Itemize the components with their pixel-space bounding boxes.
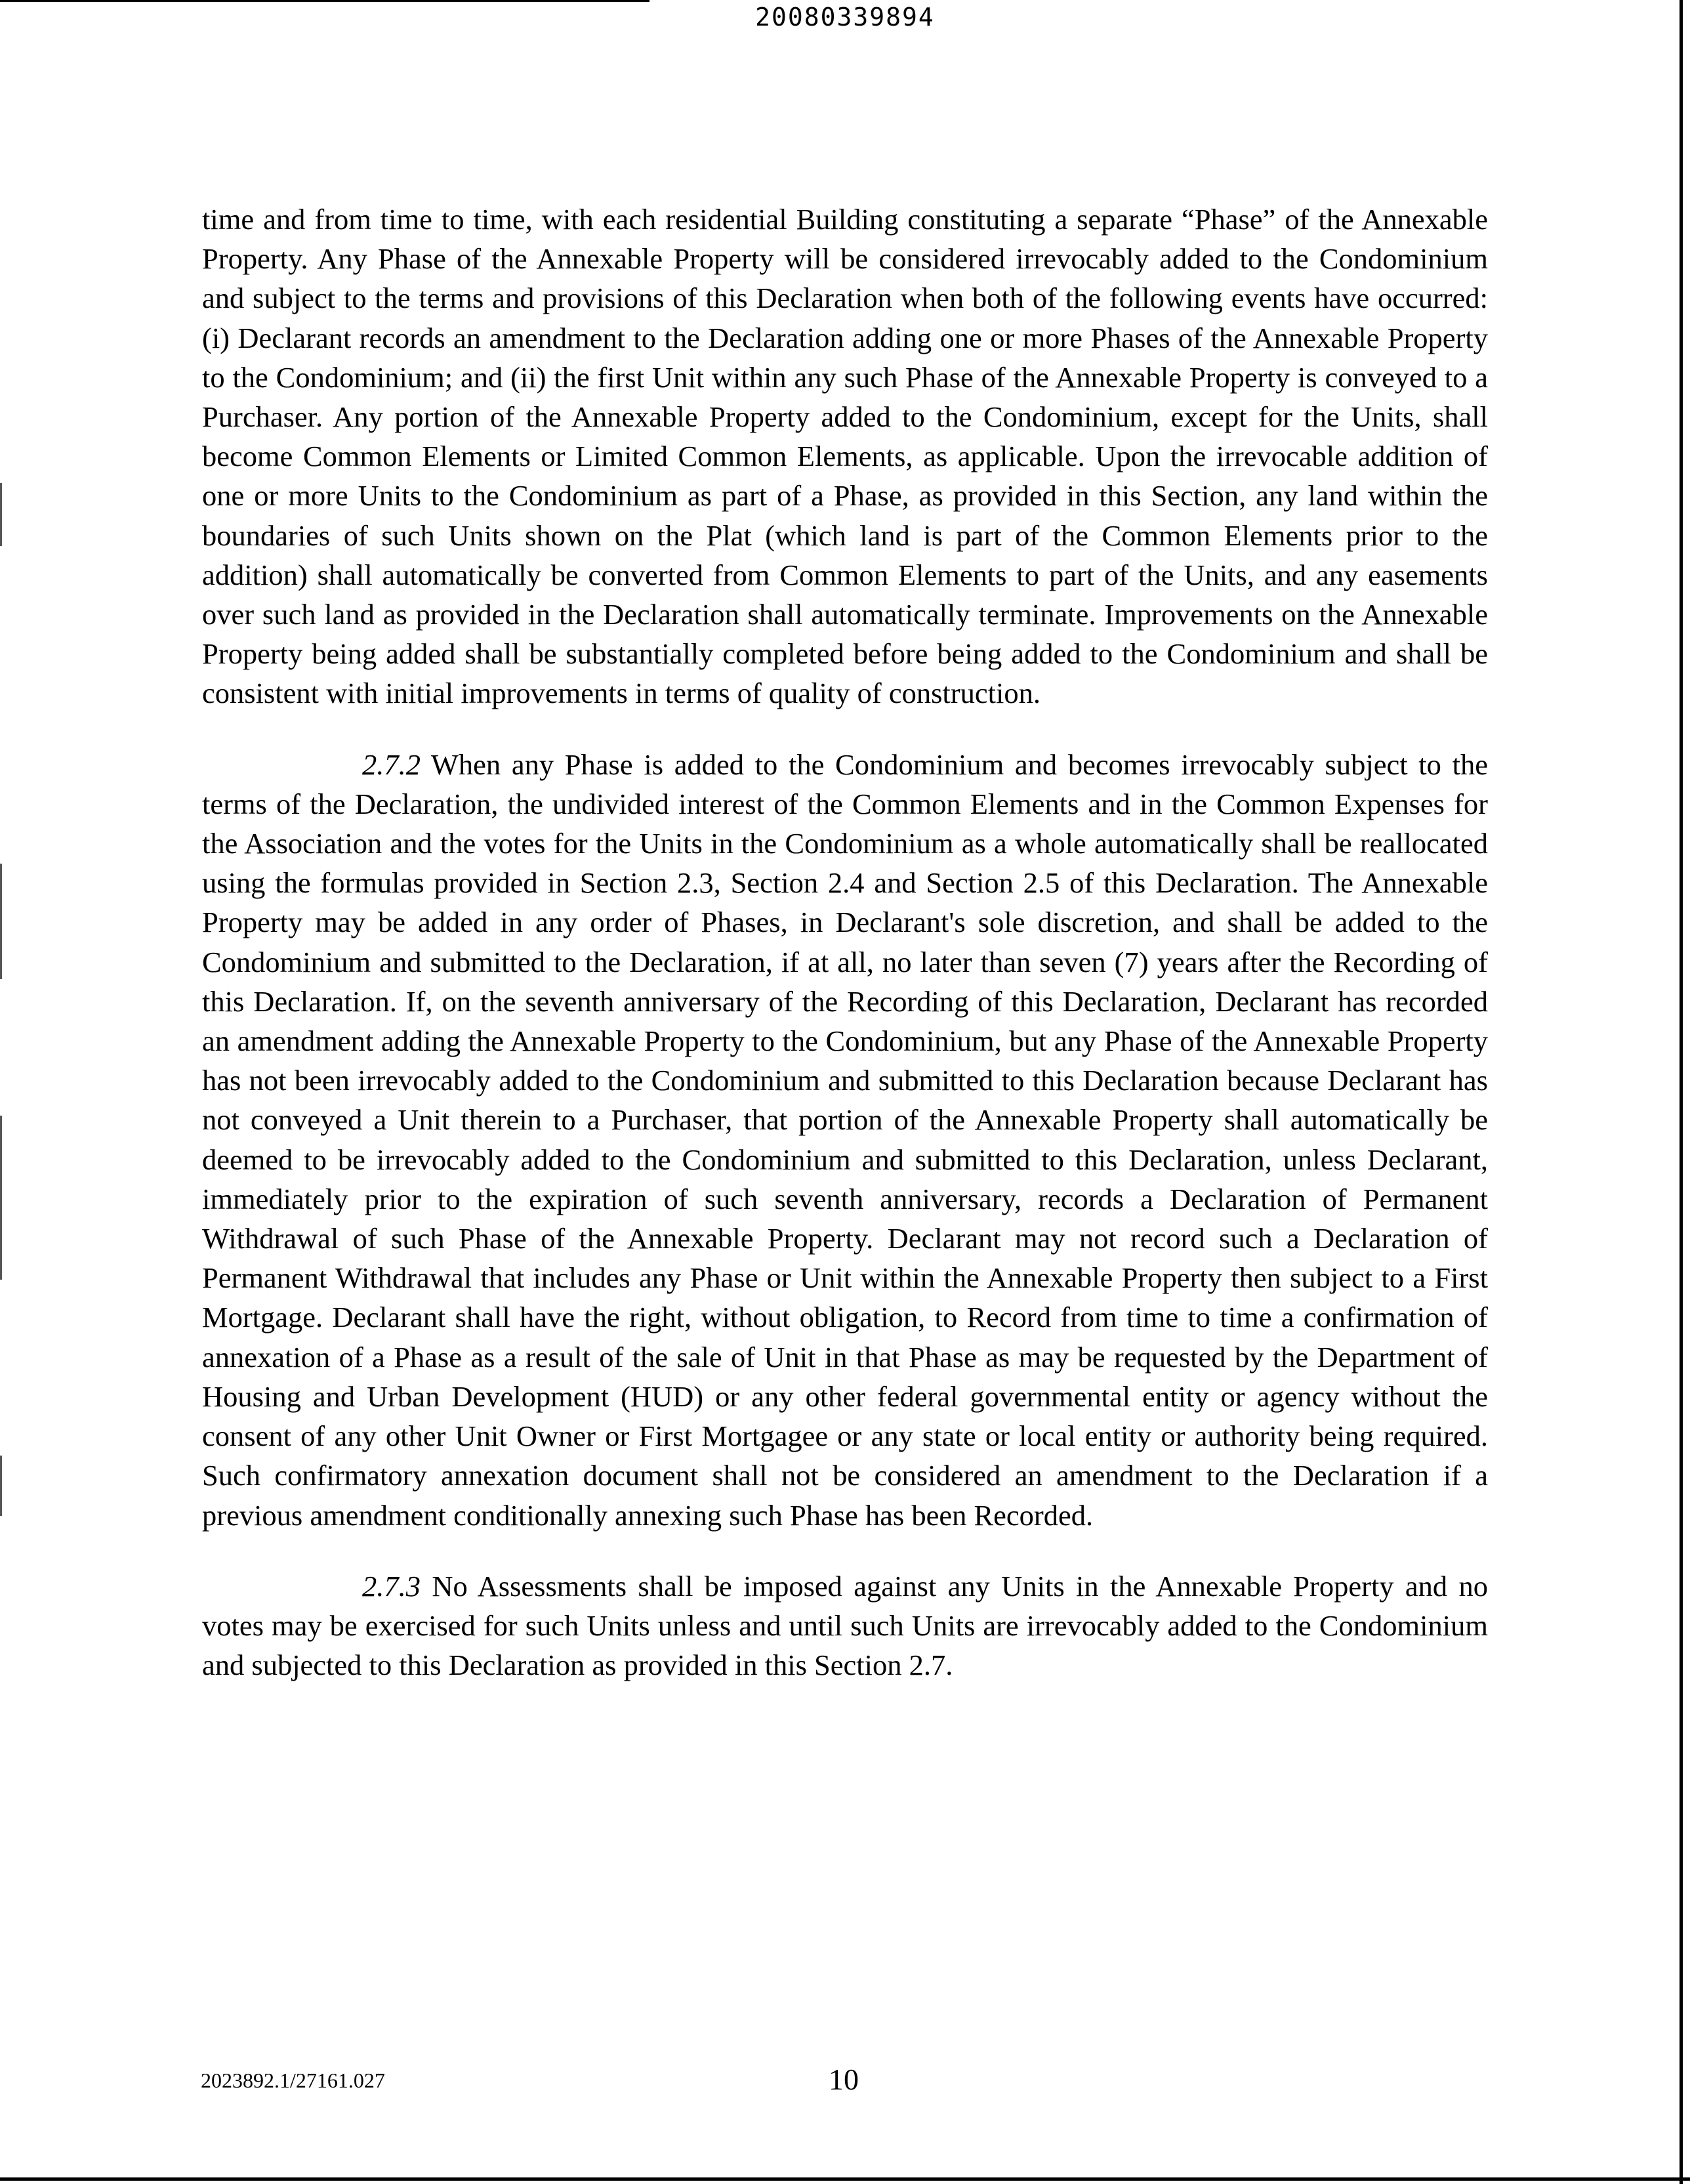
section-number: 2.7.3 <box>362 1569 421 1603</box>
scan-mark-left <box>0 1456 2 1516</box>
section-number: 2.7.2 <box>362 747 421 781</box>
scan-mark-left <box>0 483 2 546</box>
page-number: 10 <box>829 2063 859 2096</box>
paragraph-text: No Assessments shall be imposed against any Units in the Annexable Property and no votes may be exercised for such Units unless and until such Units are irrevocably added to the Condominium and subjected to this Declaration as provided in this Section 2.7. <box>202 1569 1488 1682</box>
scan-mark-left <box>0 864 2 979</box>
document-body <box>202 200 1488 1716</box>
footer-document-reference: 2023892.1/27161.027 <box>201 2068 385 2092</box>
paragraph-continuation <box>202 200 1488 713</box>
document-number: 20080339894 <box>755 3 935 32</box>
scan-mark-left <box>0 1116 2 1280</box>
scan-border-right <box>1680 0 1683 2184</box>
paragraph-2-7-2 <box>202 745 1488 1535</box>
paragraph-2-7-3 <box>202 1566 1488 1685</box>
scan-border-top <box>0 0 649 2</box>
paragraph-text: When any Phase is added to the Condominium and becomes irrevocably subject to the terms of the Declaration, the undivided interest of the Common Elements and in the Common Expenses for the Association and the votes for the Units in the Condominium as a whole automatically shall be reallocated using the formulas provided in Section 2.3, Section 2.4 and Section 2.5 of this Declaration. The Annexable Property may be added in any order of Phases, in Declarant's sole discretion, and shall be added to the Condominium and submitted to the Declaration, if at all, no later than seven (7) years after the Recording of this Declaration. If, on the seventh anniversary of the Recording of this Declaration, Declarant has recorded an amendment adding the Annexable Property to the Condominium, but any Phase of the Annexable Property has not been irrevocably added to the Condominium and submitted to this Declaration because Declarant has not conveyed a Unit therein to a Purchaser, that portion of the Annexable Property shall automatically be deemed to be irrevocably added to the Condominium and submitted to this Declaration, unless Declarant, immediately prior to the expiration of such seventh anniversary, records a Declaration of Permanent Withdrawal of such Phase of the Annexable Property. Declarant may not record such a Declaration of Permanent Withdrawal that includes any Phase or Unit within the Annexable Property then subject to a First Mortgage. Declarant shall have the right, without obligation, to Record from time to time a confirmation of annexation of a Phase as a result of the sale of Unit in that Phase as may be requested by the Department of Housing and Urban Development (HUD) or any other federal governmental entity or agency without the consent of any other Unit Owner or First Mortgagee or any state or local entity or authority being required. Such confirmatory annexation document shall not be considered an amendment to the Declaration if a previous amendment conditionally annexing such Phase has been Recorded. <box>202 747 1488 1532</box>
scan-border-bottom <box>0 2177 1690 2181</box>
paragraph-text: time and from time to time, with each residential Building constituting a separate “Phase” of the Annexable Property. Any Phase of the Annexable Property will be considered irrevocably added to the Condominium and subject to the terms and provisions of this Declaration when both of the following events have occurred: (i) Declarant records an amendment to the Declaration adding one or more Phases of the Annexable Property to the Condominium; and (ii) the first Unit within any such Phase of the Annexable Property is conveyed to a Purchaser. Any portion of the Annexable Property added to the Condominium, except for the Units, shall become Common Elements or Limited Common Elements, as applicable. Upon the irrevocable addition of one or more Units to the Condominium as part of a Phase, as provided in this Section, any land within the boundaries of such Units shown on the Plat (which land is part of the Common Elements prior to the addition) shall automatically be converted from Common Elements to part of the Units, and any easements over such land as provided in the Declaration shall automatically terminate. Improvements on the Annexable Property being added shall be substantially completed before being added to the Condominium and shall be consistent with initial improvements in terms of quality of construction. <box>202 203 1488 710</box>
